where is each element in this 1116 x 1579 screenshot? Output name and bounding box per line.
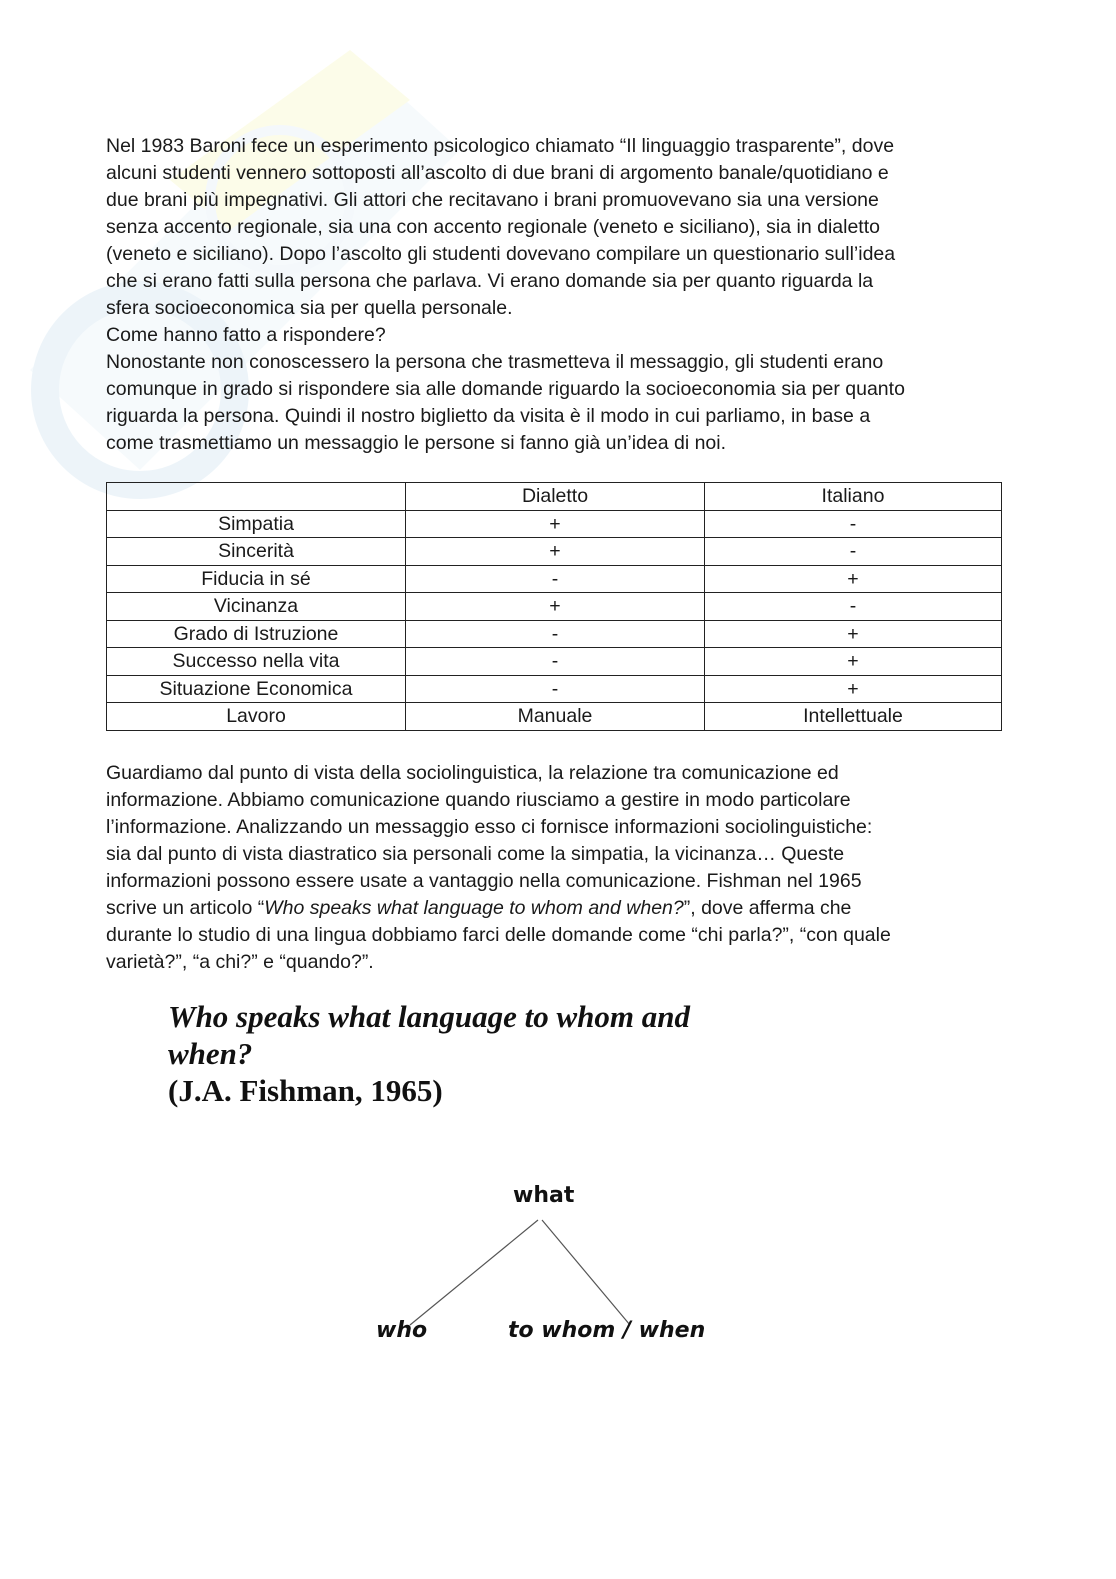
text-line: riguarda la persona. Quindi il nostro biglietto da visita è il modo in cui parliamo, in base a [106,405,871,427]
text-line: (veneto e siciliano). Dopo l’ascolto gli studenti dovevano compilare un questionario sull’idea [106,243,896,265]
text-line: l’informazione. Analizzando un messaggio esso ci fornisce informazioni sociolinguistiche: [106,816,873,838]
table-cell: + [705,675,1002,703]
table-cell: + [705,620,1002,648]
table-row [107,620,1002,648]
text-line [106,895,1002,922]
text-line: Come hanno fatto a rispondere? [106,324,386,346]
text-line: Guardiamo dal punto di vista della sociolinguistica, la relazione tra comunicazione ed [106,762,839,784]
table-cell: Lavoro [107,703,406,731]
table-cell: + [406,510,705,538]
text-line: comunque in grado si rispondere sia alle domande riguardo la socioeconomia sia per quanto [106,378,905,400]
table-header-cell [107,483,406,511]
sociolinguistics-paragraph [106,760,1002,976]
table-cell: Successo nella vita [107,648,406,676]
quote-title-line: Who speaks what language to whom and [168,999,690,1034]
article-title: Who speaks what language to whom and when? [264,897,684,919]
text-segment: ”, dove afferma che [683,897,852,919]
table-cell: + [406,538,705,566]
table-cell: Manuale [406,703,705,731]
table-row [107,703,1002,731]
table-cell: - [705,510,1002,538]
table-header-row [107,483,1002,511]
table-cell: - [406,675,705,703]
diagram-node-what: what [513,1183,575,1208]
diagram-node-to-whom-when: to whom / when [508,1318,706,1343]
table-cell: Vicinanza [107,593,406,621]
diagram-line-left [410,1220,538,1325]
table-cell: Sincerità [107,538,406,566]
fishman-diagram [360,1175,740,1365]
table-cell: - [705,593,1002,621]
text-line: informazioni possono essere usate a vantaggio nella comunicazione. Fishman nel 1965 [106,870,862,892]
text-line: Nonostante non conoscessero la persona che trasmetteva il messaggio, gli studenti erano [106,351,884,373]
table-row [107,510,1002,538]
text-line: che si erano fatti sulla persona che parlava. Vi erano domande sia per quanto riguarda la [106,270,874,292]
table-row [107,565,1002,593]
table-cell: + [705,565,1002,593]
table-cell: - [406,565,705,593]
intro-paragraph [106,133,1002,457]
text-line: due brani più impegnativi. Gli attori che recitavano i brani promuovevano sia una versione [106,189,879,211]
text-line: senza accento regionale, sia una con accento regionale (veneto e siciliano), sia in dialetto [106,216,880,238]
table-cell: + [406,593,705,621]
table-header-cell: Italiano [705,483,1002,511]
comparison-table [106,482,1002,731]
table-row [107,648,1002,676]
table-cell: + [705,648,1002,676]
diagram-node-who: who [376,1318,428,1343]
fishman-quote [168,998,788,1109]
quote-citation: (J.A. Fishman, 1965) [168,1073,443,1108]
text-line: sfera socioeconomica sia per quella personale. [106,297,513,319]
diagram-line-right [542,1220,630,1325]
table-row [107,538,1002,566]
text-line: informazione. Abbiamo comunicazione quando riusciamo a gestire in modo particolare [106,789,851,811]
text-line: sia dal punto di vista diastratico sia personali come la simpatia, la vicinanza… Queste [106,843,845,865]
quote-title-line: when? [168,1036,253,1071]
text-line: come trasmettiamo un messaggio le persone si fanno già un’idea di noi. [106,432,727,454]
table-cell: - [705,538,1002,566]
table-row [107,675,1002,703]
text-segment: scrive un articolo “ [106,897,265,919]
table-cell: Situazione Economica [107,675,406,703]
table-cell: - [406,620,705,648]
text-line: alcuni studenti vennero sottoposti all’ascolto di due brani di argomento banale/quotidiano e [106,162,889,184]
table-cell: Intellettuale [705,703,1002,731]
table-cell: Simpatia [107,510,406,538]
text-line: durante lo studio di una lingua dobbiamo farci delle domande come “chi parla?”, “con quale [106,924,891,946]
text-line: Nel 1983 Baroni fece un esperimento psicologico chiamato “Il linguaggio trasparente”, dove [106,135,895,157]
table-row [107,593,1002,621]
table-header-cell: Dialetto [406,483,705,511]
text-line: varietà?”, “a chi?” e “quando?”. [106,951,374,973]
table-cell: - [406,648,705,676]
table-cell: Fiducia in sé [107,565,406,593]
table-cell: Grado di Istruzione [107,620,406,648]
